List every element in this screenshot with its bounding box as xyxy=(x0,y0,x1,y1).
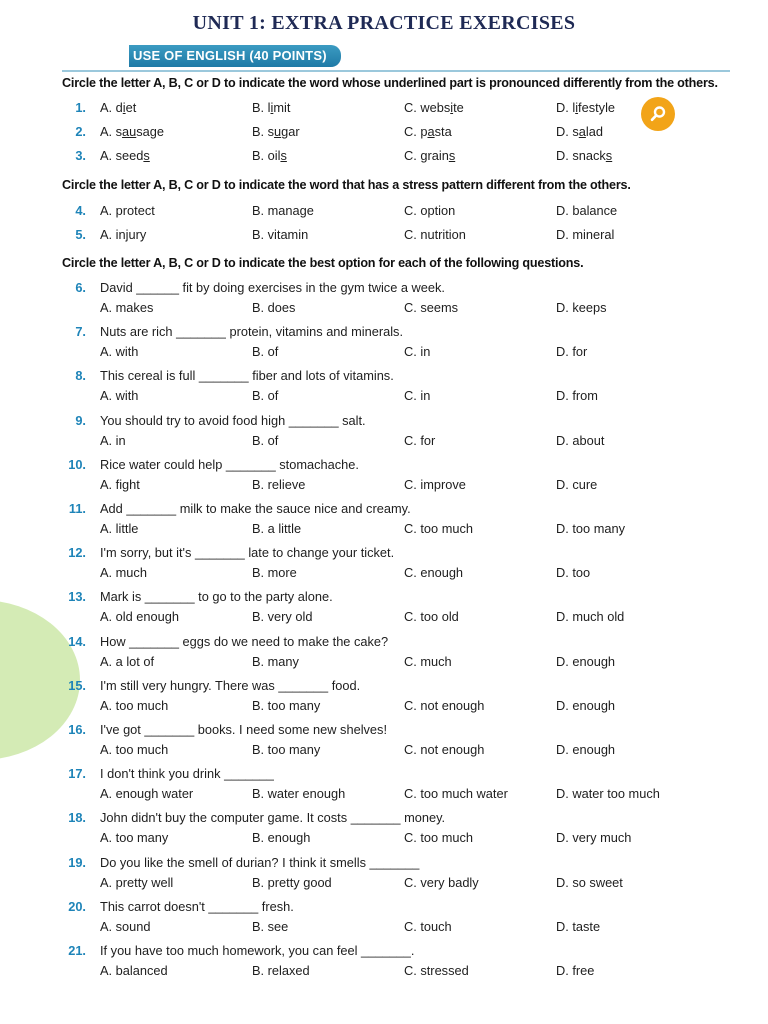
question-stem-row xyxy=(0,322,768,342)
option-c[interactable]: C. in xyxy=(404,388,431,404)
option-b[interactable]: B. too many xyxy=(252,697,321,713)
option-d[interactable]: D. snacks xyxy=(556,148,613,163)
question-options-row xyxy=(0,519,768,539)
page-title: UNIT 1: EXTRA PRACTICE EXERCISES xyxy=(192,12,576,34)
option-a[interactable]: A. protect xyxy=(100,203,155,218)
underlined-part: i xyxy=(575,100,579,115)
question-number: 21. xyxy=(68,943,86,958)
question-stem-row xyxy=(0,808,768,828)
stress-row xyxy=(0,225,768,245)
option-c[interactable]: C. stressed xyxy=(404,963,469,978)
underlined-part: i xyxy=(122,100,126,115)
question-stem-row xyxy=(0,587,768,607)
question-stem-row xyxy=(0,632,768,652)
option-d[interactable]: D. enough xyxy=(556,742,616,757)
question-stem-row xyxy=(0,764,768,784)
underlined-part: a xyxy=(427,124,435,139)
question-number: 14. xyxy=(68,633,86,649)
section-ribbon: USE OF ENGLISH (40 POINTS) xyxy=(129,45,341,67)
option-b[interactable]: B. does xyxy=(252,300,296,315)
option-d[interactable]: D. too many xyxy=(556,521,625,536)
question-number: 17. xyxy=(68,766,86,782)
option-b[interactable]: B. too many xyxy=(252,742,321,757)
option-a[interactable]: A. with xyxy=(100,388,139,404)
option-b[interactable]: B. of xyxy=(252,388,279,404)
option-c[interactable]: C. too much water xyxy=(404,786,508,802)
underlined-part: au xyxy=(122,124,137,139)
option-b[interactable]: B. sugar xyxy=(252,124,300,139)
question-stem-row xyxy=(0,720,768,740)
question-stem-row xyxy=(0,366,768,386)
question-number: 15. xyxy=(68,677,86,693)
option-a[interactable]: A. with xyxy=(100,344,139,360)
option-c[interactable]: C. enough xyxy=(404,565,464,581)
pronunciation-row xyxy=(0,98,768,118)
question-stem: Do you like the smell of durian? I think it smells _______ xyxy=(100,854,420,870)
option-b[interactable]: B. water enough xyxy=(252,786,346,802)
option-d[interactable]: D. free xyxy=(556,963,595,978)
option-c[interactable]: C. option xyxy=(404,203,456,218)
option-b[interactable]: B. pretty good xyxy=(252,874,332,890)
option-c[interactable]: C. very badly xyxy=(404,874,479,890)
option-d[interactable]: D. much old xyxy=(556,609,625,625)
question-stem-row xyxy=(0,455,768,475)
option-b[interactable]: B. a little xyxy=(252,521,302,536)
option-d[interactable]: D. enough xyxy=(556,697,616,713)
option-a[interactable]: A. enough water xyxy=(100,786,194,802)
option-c[interactable]: C. not enough xyxy=(404,742,485,757)
option-a[interactable]: A. injury xyxy=(100,227,147,242)
option-c[interactable]: C. much xyxy=(404,653,452,669)
option-a[interactable]: A. diet xyxy=(100,100,137,115)
option-a[interactable]: A. makes xyxy=(100,300,154,315)
question-number: 18. xyxy=(68,810,86,826)
question-options-row xyxy=(0,563,768,583)
question-number: 11. xyxy=(68,501,86,516)
question-stem-row xyxy=(0,897,768,917)
option-c[interactable]: C. touch xyxy=(404,918,452,934)
option-a[interactable]: A. sound xyxy=(100,918,151,934)
option-a[interactable]: A. little xyxy=(100,521,139,536)
option-b[interactable]: B. of xyxy=(252,344,279,360)
option-c[interactable]: C. too much xyxy=(404,830,473,846)
question-number: 19. xyxy=(68,854,86,870)
question-stem-row xyxy=(0,676,768,696)
question-number: 12. xyxy=(68,545,86,561)
question-stem: Add _______ milk to make the sauce nice and creamy. xyxy=(100,501,411,516)
question-number: 5. xyxy=(75,227,86,242)
question-stem-row xyxy=(0,853,768,873)
option-c[interactable]: C. website xyxy=(404,100,464,115)
underlined-part: s xyxy=(280,148,287,163)
question-stem: David ______ fit by doing exercises in the gym twice a week. xyxy=(100,280,445,295)
question-stem: This cereal is full _______ fiber and lots of vitamins. xyxy=(100,368,394,384)
question-stem: I've got _______ books. I need some new shelves! xyxy=(100,722,388,737)
option-a[interactable]: A. pretty well xyxy=(100,874,174,890)
instruction-pronunciation: Circle the letter A, B, C or D to indicate the word whose underlined part is pronounced differently from the others. xyxy=(62,76,718,90)
question-options-row xyxy=(0,917,768,937)
option-b[interactable]: B. manage xyxy=(252,203,314,218)
question-options-row xyxy=(0,873,768,893)
option-c[interactable]: C. for xyxy=(404,432,436,448)
question-options-row xyxy=(0,475,768,495)
question-number: 3. xyxy=(75,148,86,163)
option-a[interactable]: A. seeds xyxy=(100,148,150,163)
option-b[interactable]: B. relaxed xyxy=(252,963,310,978)
section-divider xyxy=(62,70,730,72)
question-options-row xyxy=(0,784,768,804)
option-c[interactable]: C. too old xyxy=(404,609,459,625)
question-number: 4. xyxy=(75,203,86,218)
question-options-row xyxy=(0,828,768,848)
question-options-row xyxy=(0,298,768,318)
option-d[interactable]: D. for xyxy=(556,344,588,360)
instruction-best-option: Circle the letter A, B, C or D to indicate the best option for each of the following questions. xyxy=(62,256,584,270)
option-a[interactable]: A. a lot of xyxy=(100,653,155,669)
option-a[interactable]: A. too many xyxy=(100,830,169,846)
option-c[interactable]: C. pasta xyxy=(404,124,452,139)
question-options-row xyxy=(0,386,768,406)
question-stem: You should try to avoid food high _______ salt. xyxy=(100,412,366,428)
option-d[interactable]: D. balance xyxy=(556,203,618,218)
question-number: 10. xyxy=(68,456,86,472)
underlined-part: i xyxy=(270,100,274,115)
question-options-row xyxy=(0,740,768,760)
option-d[interactable]: D. too xyxy=(556,565,591,581)
option-c[interactable]: C. nutrition xyxy=(404,227,466,242)
option-d[interactable]: D. lifestyle xyxy=(556,100,616,115)
option-c[interactable]: C. not enough xyxy=(404,697,485,713)
question-number: 8. xyxy=(75,368,86,384)
option-d[interactable]: D. about xyxy=(556,432,605,448)
question-stem-row xyxy=(0,499,768,519)
option-b[interactable]: B. more xyxy=(252,565,297,581)
option-c[interactable]: C. grains xyxy=(404,148,456,163)
underlined-part: s xyxy=(605,148,613,163)
question-number: 9. xyxy=(75,412,86,428)
option-b[interactable]: B. vitamin xyxy=(252,227,309,242)
option-c[interactable]: C. seems xyxy=(404,300,459,315)
question-number: 1. xyxy=(75,100,86,115)
pronunciation-row xyxy=(0,146,768,166)
option-d[interactable]: D. enough xyxy=(556,653,616,669)
question-number: 7. xyxy=(75,324,86,340)
underlined-part: s xyxy=(143,148,150,163)
question-stem: I'm sorry, but it's _______ late to change your ticket. xyxy=(100,545,395,561)
option-d[interactable]: D. cure xyxy=(556,476,598,492)
question-number: 6. xyxy=(75,280,86,295)
option-d[interactable]: D. taste xyxy=(556,918,601,934)
option-d[interactable]: D. very much xyxy=(556,830,632,846)
question-options-row xyxy=(0,607,768,627)
question-stem: I'm still very hungry. There was _______ food. xyxy=(100,677,361,693)
option-a[interactable]: A. too much xyxy=(100,742,169,757)
option-b[interactable]: B. see xyxy=(252,918,289,934)
question-number: 2. xyxy=(75,124,86,139)
question-stem: If you have too much homework, you can feel _______. xyxy=(100,943,415,958)
question-stem: How _______ eggs do we need to make the cake? xyxy=(100,633,389,649)
option-d[interactable]: D. salad xyxy=(556,124,603,139)
option-a[interactable]: A. much xyxy=(100,565,147,581)
stress-row xyxy=(0,201,768,221)
question-stem-row xyxy=(0,278,768,298)
underlined-part: i xyxy=(450,100,454,115)
option-c[interactable]: C. too much xyxy=(404,521,473,536)
question-stem: Nuts are rich _______ protein, vitamins and minerals. xyxy=(100,324,404,340)
instruction-stress: Circle the letter A, B, C or D to indicate the word that has a stress pattern different from the others. xyxy=(62,178,631,192)
question-number: 20. xyxy=(68,898,86,914)
question-stem: Rice water could help _______ stomachache. xyxy=(100,456,359,472)
question-options-row xyxy=(0,342,768,362)
question-stem-row xyxy=(0,543,768,563)
underlined-part: a xyxy=(578,124,586,139)
underlined-part: s xyxy=(448,148,456,163)
option-a[interactable]: A. balanced xyxy=(100,963,168,978)
question-stem: This carrot doesn't _______ fresh. xyxy=(100,898,294,914)
option-c[interactable]: C. in xyxy=(404,344,431,360)
option-b[interactable]: B. relieve xyxy=(252,476,306,492)
pronunciation-row xyxy=(0,122,768,142)
question-number: 16. xyxy=(68,722,86,737)
option-a[interactable]: A. fight xyxy=(100,476,140,492)
option-a[interactable]: A. old enough xyxy=(100,609,179,625)
option-c[interactable]: C. improve xyxy=(404,476,466,492)
option-d[interactable]: D. mineral xyxy=(556,227,615,242)
question-stem-row xyxy=(0,411,768,431)
question-options-row xyxy=(0,431,768,451)
question-stem-row xyxy=(0,941,768,961)
option-b[interactable]: B. limit xyxy=(252,100,291,115)
option-d[interactable]: D. water too much xyxy=(556,786,660,802)
option-a[interactable]: A. sausage xyxy=(100,124,165,139)
question-number: 13. xyxy=(68,589,86,605)
option-b[interactable]: B. many xyxy=(252,653,299,669)
option-d[interactable]: D. so sweet xyxy=(556,874,623,890)
question-options-row xyxy=(0,696,768,716)
option-b[interactable]: B. oils xyxy=(252,148,287,163)
option-b[interactable]: B. of xyxy=(252,432,279,448)
option-b[interactable]: B. very old xyxy=(252,609,313,625)
option-a[interactable]: A. too much xyxy=(100,697,169,713)
underlined-part: u xyxy=(274,124,282,139)
question-stem: I don't think you drink _______ xyxy=(100,766,274,782)
option-d[interactable]: D. from xyxy=(556,388,598,404)
option-a[interactable]: A. in xyxy=(100,432,126,448)
question-options-row xyxy=(0,652,768,672)
option-b[interactable]: B. enough xyxy=(252,830,311,846)
question-stem: Mark is _______ to go to the party alone. xyxy=(100,589,333,605)
question-options-row xyxy=(0,961,768,981)
option-d[interactable]: D. keeps xyxy=(556,300,607,315)
question-stem: John didn't buy the computer game. It costs _______ money. xyxy=(100,810,446,826)
